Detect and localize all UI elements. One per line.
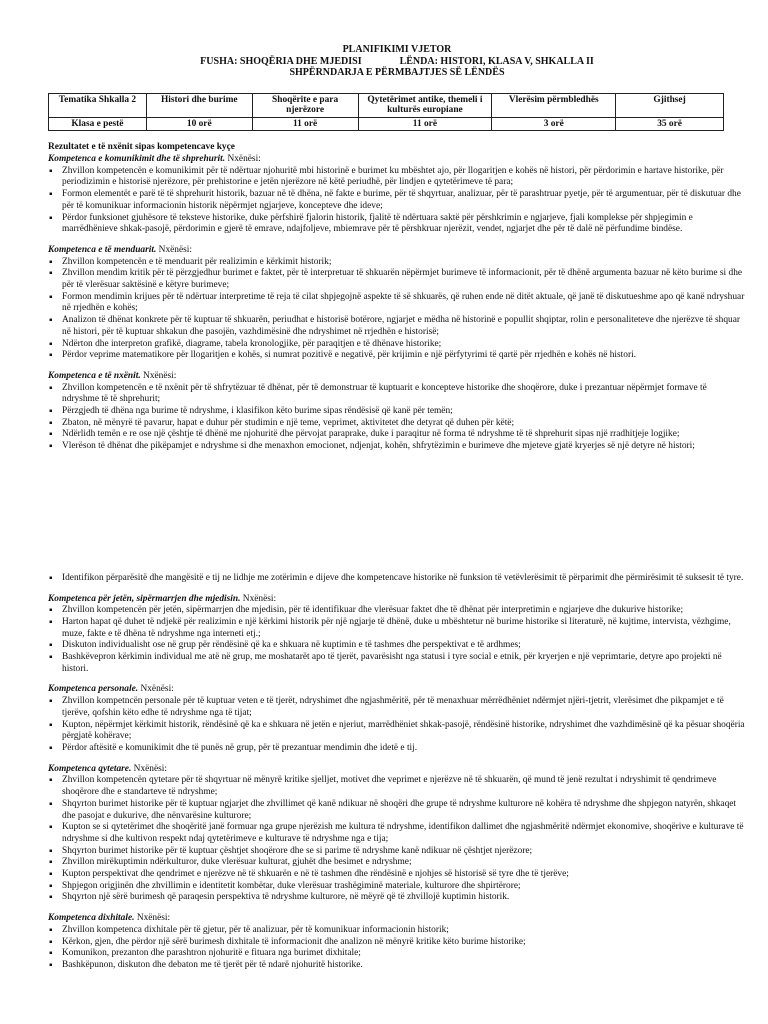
competency-section <box>48 764 746 904</box>
list-item: ▪ Zhvillon kompetenca dixhitale për të gjetur, për të analizuar, për të komunikuar informacionin historik; <box>48 925 746 937</box>
table-header-cell: Vlerësim përmbledhës <box>492 93 616 117</box>
bullet-list <box>48 257 746 362</box>
list-item: ▪ Përdor veprime matematikore për llogaritjen e kohës, si numrat pozitivë e negativë, për krijimin e një përfytyrimi të qartë për rrjedhën e kohës në histori. <box>48 350 746 362</box>
list-item: ▪ Shqyrton burimet historike për të kuptuar ngjarjet dhe zhvillimet që kanë ndikuar në shoqëri dhe grupe të ndryshme kulturore në kohëra të ndryshme dhe shpjegon natyrën, shkaqet dhe pasojat e dukurive, dhe nënvarësine kulturore; <box>48 799 746 822</box>
table-header-cell: Tematika Shkalla 2 <box>49 93 147 117</box>
list-item: ▪ Ndërlidh temën e re ose një çështje të dhënë me njohuritë dhe përvojat paraprake, duke i paraqitur në forma të ndryshme të të shprehurit sipas një rradhitjeje logjike; <box>48 429 746 441</box>
header-field: FUSHA: SHOQËRIA DHE MJEDISI <box>200 55 362 67</box>
bullet-list <box>48 573 746 585</box>
competency-section <box>48 913 746 972</box>
list-item: ▪ Zhvillon kompetencën për jetën, sipërmarrjen dhe mjedisin, për të identifikuar dhe vlerësuar faktet dhe të dhënat për interpretimin e ngjarjeve dhe dukurive historike; <box>48 605 746 617</box>
list-item: ▪ Shpjegon origjinën dhe zhvillimin e identitetit kombëtar, duke vlerësuar trashëgiminë materiale, kulturore dhe shpirtërore; <box>48 881 746 893</box>
list-item: ▪ Zhvillon kompetencën e të menduarit për realizimin e kërkimit historik; <box>48 257 746 269</box>
competency-section <box>48 371 746 585</box>
competency-title: Kompetenca e të menduarit. <box>48 244 157 255</box>
list-item: ▪ Përdor funksionet gjuhësore të teksteve historike, duke përfshirë fjalorin historik, fjalitë të ndërtuara saktë për përshkrimin e ngjarjeve, fjali komplekse për shpjegimin e marrëdhënieve shkak-pasojë, përdorimin e gjerë të emrave, ndajfoljeve, mbiemrave për të përshkruar njerëzit, vendet, ngjarjet dhe për të dalë në përfundime bindëse. <box>48 213 746 236</box>
table-header-cell: Histori dhe burime <box>146 93 252 117</box>
competency-suffix: Nxënësi: <box>138 684 174 695</box>
competency-suffix: Nxënësi: <box>225 153 261 164</box>
list-item: ▪ Kupton se si qytetërimet dhe shoqëritë janë formuar nga grupe njerëzish me kultura të ndryshme, identifikon dallimet dhe ngjashmëritë ndërmjet ekonomive, shoqërive e kulturave të ndryshme si dhe kultivon respekt ndaj qytetërimeve e kulturave të ndryshme nga e tija; <box>48 822 746 845</box>
competency-section <box>48 684 746 754</box>
table-cell: 35 orë <box>616 117 724 131</box>
list-item: ▪ Analizon të dhënat konkrete për të kuptuar të shkuarën, periudhat e historisë botërore, ngjarjet e mëdha në historinë e popullit shqiptar, rolin e personaliteteve dhe njerëzve të shquar në histori, për të kuptuar shkakun dhe pasojën, vazhdimësinë dhe ndryshimet në rrjedhën e historisë; <box>48 315 746 338</box>
competency-suffix: Nxënësi: <box>131 763 167 774</box>
document-header <box>48 44 746 79</box>
list-item: ▪ Kupton, nëpërmjet kërkimit historik, rëndësinë që ka e shkuara në jetën e njeriut, marrëdhëniet shkak-pasojë, rëndësinë historike, ndryshimet dhe vazhdimësinë që ka pësuar shoqëria përgjatë kohërave; <box>48 720 746 743</box>
list-item: ▪ Bashkëpunon, diskuton dhe debaton me të tjerët për të ndarë njohuritë historike. <box>48 960 746 972</box>
table-cell: 3 orë <box>492 117 616 131</box>
list-item: ▪ Ndërton dhe interpreton grafikë, diagrame, tabela kronologjike, për paraqitjen e të dhënave historike; <box>48 339 746 351</box>
list-item: ▪ Zbaton, në mënyrë të pavarur, hapat e duhur për studimin e një teme, veprimet, aktivitetet dhe detyrat që duhen për këtë; <box>48 418 746 430</box>
list-item: ▪ Zhvillon mendim kritik për të përzgjedhur burimet e faktet, për të interpretuar të shkuarën nëpërmjet burimeve të informacionit, për të dhënë argumenta bazuar në këto burime si dhe për të vlerësuar saktësinë e këtyre burimeve; <box>48 268 746 291</box>
table-cell: 11 orë <box>252 117 358 131</box>
bullet-list <box>48 925 746 972</box>
table-header-cell: Shoqërite e para njerëzore <box>252 93 358 117</box>
bullet-list <box>48 383 746 453</box>
bullet-list <box>48 775 746 904</box>
table-cell: Klasa e pestë <box>49 117 147 131</box>
list-item: ▪ Zhvillon kompetncën personale për të kuptuar veten e të tjerët, ndryshimet dhe ngjashmëritë, për të menaxhuar mërrëdhëniet ndërmjet njëri-tjetrit, vlerësimet dhe pikpamjet e të tjerëve, qofshin këto edhe të ndryshme nga të tijat; <box>48 696 746 719</box>
competency-heading <box>48 371 746 383</box>
header-subtitle: SHPËRNDARJA E PËRMBAJTJES SË LËNDËS <box>289 67 505 78</box>
list-item: ▪ Bashkëvepron kërkimin individual me atë në grup, me moshatarët apo të tjerët, pavarësisht nga statusi i tyre social e etnik, për kryerjen e një veprimtarie, detyre apo projekti në histori. <box>48 652 746 675</box>
list-item: ▪ Formon mendimin krijues për të ndërtuar interpretime të reja të cilat shpjegojnë aspekte të së shkuarës, që ruhen ende në ditët aktuale, që janë të diskutueshme apo që kanë ndryshuar në rrjedhën e kohës; <box>48 292 746 315</box>
competency-title: Kompetenca personale. <box>48 684 139 695</box>
distribution-table <box>48 93 724 132</box>
list-item: ▪ Harton hapat që duhet të ndjekë për realizimin e një kërkimi historik për një ngjarje të dhënë, duke u mbështetur në burime historike si literaturë, në kujtime, intervista, vëzhgime, muze, fakte e të dhëna të ndryshme nga interneti etj.; <box>48 617 746 640</box>
competency-section <box>48 245 746 362</box>
list-item: ▪ Përdor aftësitë e komunikimit dhe të punës në grup, për të prezantuar mendimin dhe idetë e tij. <box>48 743 746 755</box>
competency-title: Kompetenca e të nxënit. <box>48 370 141 381</box>
table-header-cell: Qytetërimet antike, themeli i kulturës europiane <box>358 93 492 117</box>
competency-suffix: Nxënësi: <box>140 370 177 381</box>
list-item: ▪ Vlerëson të dhënat dhe pikëpamjet e ndryshme si dhe menaxhon emocionet, ndjenjat, kohën, shfrytëzimin e burimeve dhe mjeteve gjatë kryerjes së një detyre në histori; <box>48 441 746 453</box>
competency-title: Kompetenca për jetën, sipërmarrjen dhe mjedisin. <box>48 593 241 604</box>
header-title: PLANIFIKIMI VJETOR <box>342 44 452 55</box>
table-header-row <box>49 93 724 117</box>
bullet-list <box>48 166 746 236</box>
competency-heading <box>48 154 746 166</box>
table-cell: 10 orë <box>146 117 252 131</box>
list-item: ▪ Përzgjedh të dhëna nga burime të ndryshme, i klasifikon këto burime sipas rëndësisë që kanë për temën; <box>48 406 746 418</box>
list-item: ▪ Kërkon, gjen, dhe përdor një sërë burimesh dixhitale të informacionit dhe analizon në mënyrë kritike këto burime historike; <box>48 937 746 949</box>
list-item: ▪ Zhvillon mirëkuptimin ndërkulturor, duke vlerësuar kulturat, gjuhët dhe besimet e ndryshme; <box>48 857 746 869</box>
competency-suffix: Nxënësi: <box>134 913 171 924</box>
competency-section <box>48 594 746 676</box>
competency-section <box>48 154 746 236</box>
competency-suffix: Nxënësi: <box>240 593 277 604</box>
table-header-cell: Gjithsej <box>616 93 724 117</box>
list-item: ▪ Shqyrton një sërë burimesh që paraqesin perspektiva të ndryshme kulturore, në mëyrë që të zhvillojë kuptimin historik. <box>48 892 746 904</box>
competency-heading <box>48 913 746 925</box>
list-item: ▪ Zhvillon kompetencën qytetare për të shqyrtuar në mënyrë kritike sjelljet, motivet dhe veprimet e njerëzve në të shkuarën, që mund të jenë rezultat i ndryshimit të qendrimeve shoqërore dhe e standarteve të ndryshme; <box>48 775 746 798</box>
list-item: ▪ Kupton perspektivat dhe qendrimet e njerëzve në të shkuarën e në të tashmen dhe rëndësinë e njohjes së historisë së tyre dhe të tjerëve; <box>48 869 746 881</box>
competency-heading <box>48 245 746 257</box>
competency-heading <box>48 764 746 776</box>
competency-heading <box>48 684 746 696</box>
header-subject-line <box>48 56 746 68</box>
list-item: ▪ Diskuton individualisht ose në grup për rëndësinë që ka e shkuara në kuptimin e të tashmes dhe perspektivat e të ardhmes; <box>48 640 746 652</box>
bullet-list <box>48 605 746 675</box>
table-cell: 11 orë <box>358 117 492 131</box>
bullet-list <box>48 696 746 755</box>
competency-title: Kompetenca dixhitale. <box>48 913 135 924</box>
competency-suffix: Nxënësi: <box>156 244 192 255</box>
competency-title: Kompetenca qytetare. <box>48 763 132 774</box>
list-item: ▪ Zhvillon kompetencën e komunikimit për të ndërtuar njohuritë mbi historinë e burimet ku mbështet ajo, për llogaritjen e kohës në histori, për përdorimin e hartave historike, për periodizimin e historisë njerëzore, për prehistorine e jetën njerëzore në këtë periudhë, për lindjen e qytetërimeve të para; <box>48 166 746 189</box>
list-item: ▪ Identifikon përparësitë dhe mangësitë e tij ne lidhje me zotërimin e dijeve dhe kompetencave historike në funksion të vetëvlerësimit të përparimit dhe përmirësimit të suksesit të tyre. <box>48 573 746 585</box>
list-item: ▪ Shqyrton burimet historike për të kuptuar çështjet shoqërore dhe se si parime të ndryshme kanë ndikuar në çështjet njerëzore; <box>48 846 746 858</box>
competency-list <box>48 154 746 972</box>
list-item: ▪ Komunikon, prezanton dhe parashtron njohuritë e fituara nga burimet dixhitale; <box>48 948 746 960</box>
header-subject: LËNDA: HISTORI, KLASA V, SHKALLA II <box>399 55 594 67</box>
list-item: ▪ Formon elementët e parë të të shprehurit historik, bazuar në të dhëna, në fakte e burime, për të shqyrtuar, analizuar, për të parashtruar pyetje, për të argumentuar, për të diskutuar dhe për të komunikuar informacionin historik nëpërmjet ngjarjeve, koncepteve dhe ideve; <box>48 189 746 212</box>
competency-title: Kompetenca e komunikimit dhe të shprehurit. <box>48 153 226 164</box>
competency-heading <box>48 594 746 606</box>
blank-space <box>48 453 746 573</box>
results-heading: Rezultatet e të nxënit sipas kompetencave kyçe <box>48 142 235 153</box>
table-row <box>49 117 724 131</box>
list-item: ▪ Zhvillon kompetencën e të nxënit për të shfrytëzuar të dhënat, për të demonstruar të kuptuarit e koncepteve historike dhe shoqërore, duke i prezantuar nëpërmjet formave të ndryshme të të shprehurit; <box>48 383 746 406</box>
